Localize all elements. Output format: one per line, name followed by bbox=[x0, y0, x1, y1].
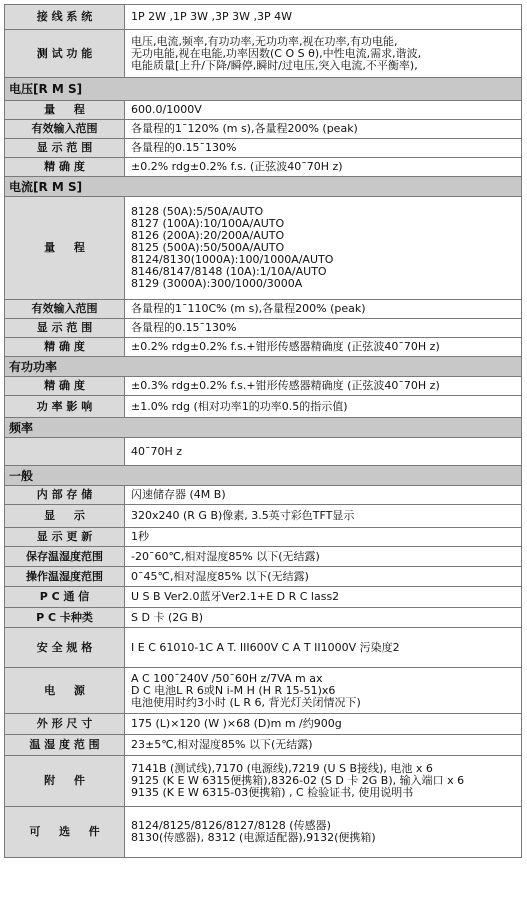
spec-row bbox=[5, 668, 522, 714]
spec-value: 40¯70H z bbox=[125, 438, 522, 466]
spec-row bbox=[5, 319, 522, 338]
spec-value: 各量程的1¯110C% (m s),各量程200% (peak) bbox=[125, 300, 522, 319]
spec-row bbox=[5, 628, 522, 668]
spec-row bbox=[5, 5, 522, 30]
spec-value: A C 100¯240V /50¯60H z/7VA m ax D C 电池L R 6或N i-M H (H R 15-51)x6 电池使用时约3小时 (L R 6, 背光灯关闭情况下) bbox=[125, 668, 522, 714]
spec-row bbox=[5, 735, 522, 756]
section-header-row bbox=[5, 418, 522, 438]
spec-label: 显 示 更 新 bbox=[5, 528, 125, 547]
spec-row bbox=[5, 120, 522, 139]
spec-label: 功 率 影 响 bbox=[5, 396, 125, 418]
spec-label: 可 选 件 bbox=[5, 807, 125, 858]
spec-table bbox=[4, 4, 522, 858]
spec-row bbox=[5, 547, 522, 567]
spec-row bbox=[5, 396, 522, 418]
spec-label: 安 全 规 格 bbox=[5, 628, 125, 668]
spec-label: 显 示 范 围 bbox=[5, 139, 125, 158]
spec-row bbox=[5, 608, 522, 628]
spec-label: 精 确 度 bbox=[5, 158, 125, 177]
spec-value: 8124/8125/8126/8127/8128 (传感器) 8130(传感器), 8312 (电源适配器),9132(便携箱) bbox=[125, 807, 522, 858]
spec-value: ±1.0% rdg (相对功率1的功率0.5的指示值) bbox=[125, 396, 522, 418]
spec-value: 电压,电流,频率,有功功率,无功功率,视在功率,有功电能, 无功电能,视在电能,功率因数(C O S θ),中性电流,需求,谐波, 电能质量[上升/下降/瞬停,瞬时/过电压,突入电流,不平衡率), bbox=[125, 30, 522, 78]
spec-value: S D 卡 (2G B) bbox=[125, 608, 522, 628]
spec-row bbox=[5, 587, 522, 608]
spec-row bbox=[5, 30, 522, 78]
spec-label: 有效输入范围 bbox=[5, 120, 125, 139]
spec-value: 320x240 (R G B)像素, 3.5英寸彩色TFT显示 bbox=[125, 505, 522, 528]
spec-row bbox=[5, 505, 522, 528]
spec-value: -20¯60℃,相对湿度85% 以下(无结露) bbox=[125, 547, 522, 567]
spec-row bbox=[5, 756, 522, 807]
spec-label: 精 确 度 bbox=[5, 338, 125, 357]
spec-row bbox=[5, 807, 522, 858]
section-header-row bbox=[5, 177, 522, 197]
spec-value: ±0.2% rdg±0.2% f.s.+钳形传感器精确度 (正弦波40¯70H z) bbox=[125, 338, 522, 357]
section-header-row bbox=[5, 78, 522, 101]
spec-row bbox=[5, 714, 522, 735]
spec-label: 接 线 系 统 bbox=[5, 5, 125, 30]
spec-value: ±0.2% rdg±0.2% f.s. (正弦波40¯70H z) bbox=[125, 158, 522, 177]
spec-row bbox=[5, 377, 522, 396]
spec-label: 量 程 bbox=[5, 197, 125, 300]
spec-value: I E C 61010-1C A T. III600V C A T II1000V 污染度2 bbox=[125, 628, 522, 668]
spec-value: 1P 2W ,1P 3W ,3P 3W ,3P 4W bbox=[125, 5, 522, 30]
section-title: 一般 bbox=[5, 466, 522, 486]
spec-value: 175 (L)×120 (W )×68 (D)m m /约900g bbox=[125, 714, 522, 735]
spec-label: 外 形 尺 寸 bbox=[5, 714, 125, 735]
spec-label: 显 示 范 围 bbox=[5, 319, 125, 338]
spec-value: 600.0/1000V bbox=[125, 101, 522, 120]
section-header-row bbox=[5, 357, 522, 377]
spec-label: P C 卡种类 bbox=[5, 608, 125, 628]
spec-label: 保存温湿度范围 bbox=[5, 547, 125, 567]
spec-label: 附 件 bbox=[5, 756, 125, 807]
spec-label: 测 试 功 能 bbox=[5, 30, 125, 78]
spec-row bbox=[5, 300, 522, 319]
spec-value: 各量程的0.15¯130% bbox=[125, 139, 522, 158]
spec-value: 各量程的1¯120% (m s),各量程200% (peak) bbox=[125, 120, 522, 139]
spec-label: P C 通 信 bbox=[5, 587, 125, 608]
section-header-row bbox=[5, 466, 522, 486]
section-title: 电流[R M S] bbox=[5, 177, 522, 197]
spec-row bbox=[5, 197, 522, 300]
spec-value: 7141B (测试线),7170 (电源线),7219 (U S B接线), 电池 x 6 9125 (K E W 6315便携箱),8326-02 (S D 卡 2G B), 输入端口 x 6 9135 (K E W 6315-03便携箱) , C 检验证书, 使用说明书 bbox=[125, 756, 522, 807]
spec-label: 精 确 度 bbox=[5, 377, 125, 396]
spec-row bbox=[5, 101, 522, 120]
spec-label: 操作温湿度范围 bbox=[5, 567, 125, 587]
spec-label: 电 源 bbox=[5, 668, 125, 714]
spec-row bbox=[5, 528, 522, 547]
spec-label: 显 示 bbox=[5, 505, 125, 528]
spec-table-body bbox=[5, 5, 522, 858]
section-title: 频率 bbox=[5, 418, 522, 438]
spec-row bbox=[5, 438, 522, 466]
spec-value: U S B Ver2.0蓝牙Ver2.1+E D R C lass2 bbox=[125, 587, 522, 608]
spec-label: 有效输入范围 bbox=[5, 300, 125, 319]
section-title: 电压[R M S] bbox=[5, 78, 522, 101]
spec-value: 闪速储存器 (4M B) bbox=[125, 486, 522, 505]
spec-value: 1秒 bbox=[125, 528, 522, 547]
spec-label: 内 部 存 储 bbox=[5, 486, 125, 505]
section-title: 有功功率 bbox=[5, 357, 522, 377]
spec-row bbox=[5, 338, 522, 357]
spec-row bbox=[5, 139, 522, 158]
spec-label bbox=[5, 438, 125, 466]
spec-value: 8128 (50A):5/50A/AUTO 8127 (100A):10/100A/AUTO 8126 (200A):20/200A/AUTO 8125 (500A):50/500A/AUTO 8124/8130(1000A):100/1000A/AUTO 8146/8147/8148 (10A):1/10A/AUTO 8129 (3000A):300/1000/3000A bbox=[125, 197, 522, 300]
spec-value: 23±5℃,相对湿度85% 以下(无结露) bbox=[125, 735, 522, 756]
spec-label: 量 程 bbox=[5, 101, 125, 120]
spec-value: ±0.3% rdg±0.2% f.s.+钳形传感器精确度 (正弦波40¯70H z) bbox=[125, 377, 522, 396]
spec-row bbox=[5, 158, 522, 177]
spec-row bbox=[5, 567, 522, 587]
spec-value: 各量程的0.15¯130% bbox=[125, 319, 522, 338]
spec-value: 0¯45℃,相对湿度85% 以下(无结露) bbox=[125, 567, 522, 587]
spec-label: 温 湿 度 范 围 bbox=[5, 735, 125, 756]
spec-row bbox=[5, 486, 522, 505]
